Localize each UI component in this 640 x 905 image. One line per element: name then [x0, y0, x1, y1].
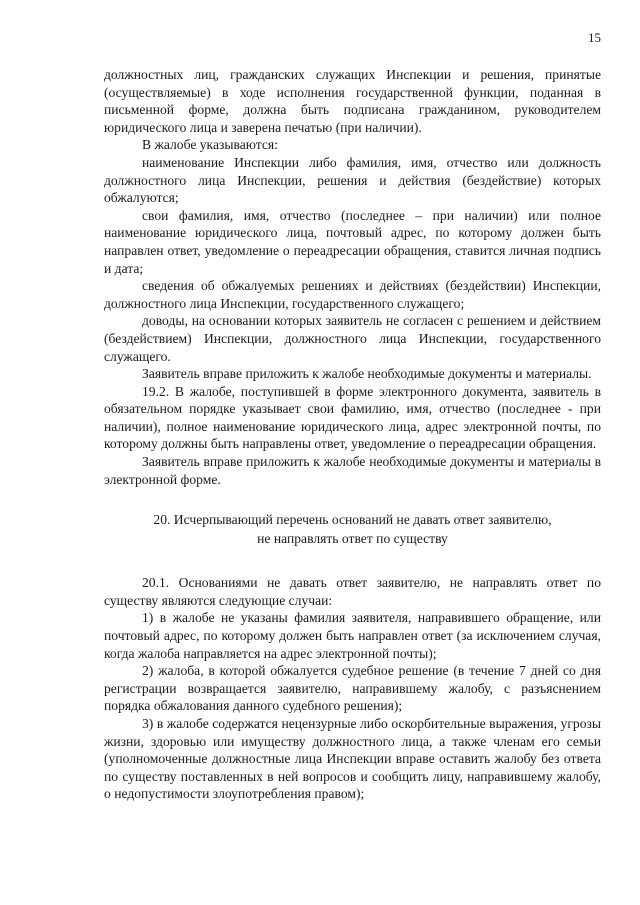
paragraph: 1) в жалобе не указаны фамилия заявителя, направившего обращение, или почтовый адрес, по которому должен быть направлен ответ (за исключением случая, когда жалоба направляется на адрес электронной почты);	[104, 610, 601, 661]
paragraph: доводы, на основании которых заявитель не согласен с решением и действием (бездействием) Инспекции, должностного лица Инспекции, государственного служащего.	[104, 313, 601, 364]
paragraph: Заявитель вправе приложить к жалобе необходимые документы и материалы в электронной форме.	[104, 454, 601, 487]
page-number: 15	[588, 30, 601, 45]
paragraph: 19.2. В жалобе, поступившей в форме электронного документа, заявитель в обязательном порядке указывает свои фамилию, имя, отчество (последнее - при наличии), полное наименование юридического лица, адрес электронной почты, по которому должны быть направлены ответ, уведомление о переадресации обращения.	[104, 383, 601, 452]
section-heading	[104, 510, 601, 548]
paragraph: 20.1. Основаниями не давать ответ заявителю, не направлять ответ по существу являются следующие случаи:	[104, 575, 601, 608]
paragraph: свои фамилия, имя, отчество (последнее – при наличии) или полное наименование юридического лица, почтовый адрес, по которому должен быть направлен ответ, уведомление о переадресации обращения, ставится личная подпись и дата;	[104, 207, 601, 276]
paragraph: 2) жалоба, в которой обжалуется судебное решение (в течение 7 дней со дня регистрации возвращается заявителю, направившему жалобу, с разъяснением порядка обжалования данного судебного решения);	[104, 663, 601, 714]
section-heading-line-1: 20. Исчерпывающий перечень оснований не давать ответ заявителю,	[153, 512, 552, 528]
paragraph: В жалобе указываются:	[142, 137, 278, 153]
paragraph: Заявитель вправе приложить к жалобе необходимые документы и материалы.	[142, 366, 592, 382]
paragraph: сведения об обжалуемых решениях и действиях (бездействии) Инспекции, должностного лица Инспекции, государственного служащего;	[104, 278, 601, 311]
paragraph: должностных лиц, гражданских служащих Инспекции и решения, принятые (осуществляемые) в ходе исполнения государственной функции, поданная в письменной форме, должна быть подписана гражданином, руководителем юридического лица и заверена печатью (при наличии).	[104, 67, 601, 135]
section-heading-line-2: не направлять ответ по существу	[257, 531, 448, 547]
paragraph: наименование Инспекции либо фамилия, имя, отчество или должность должностного лица Инспекции, решения и действия (бездействие) которых обжалуются;	[104, 154, 601, 206]
paragraph: 3) в жалобе содержатся нецензурные либо оскорбительные выражения, угрозы жизни, здоровью или имуществу должностного лица, а также членам его семьи (уполномоченные должностные лица Инспекции вправе оставить жалобу без ответа по существу поставленных в ней вопросов и сообщить лицу, направившему жалобу, о недопустимости злоупотребления правом);	[104, 716, 601, 802]
document-body	[104, 66, 601, 803]
